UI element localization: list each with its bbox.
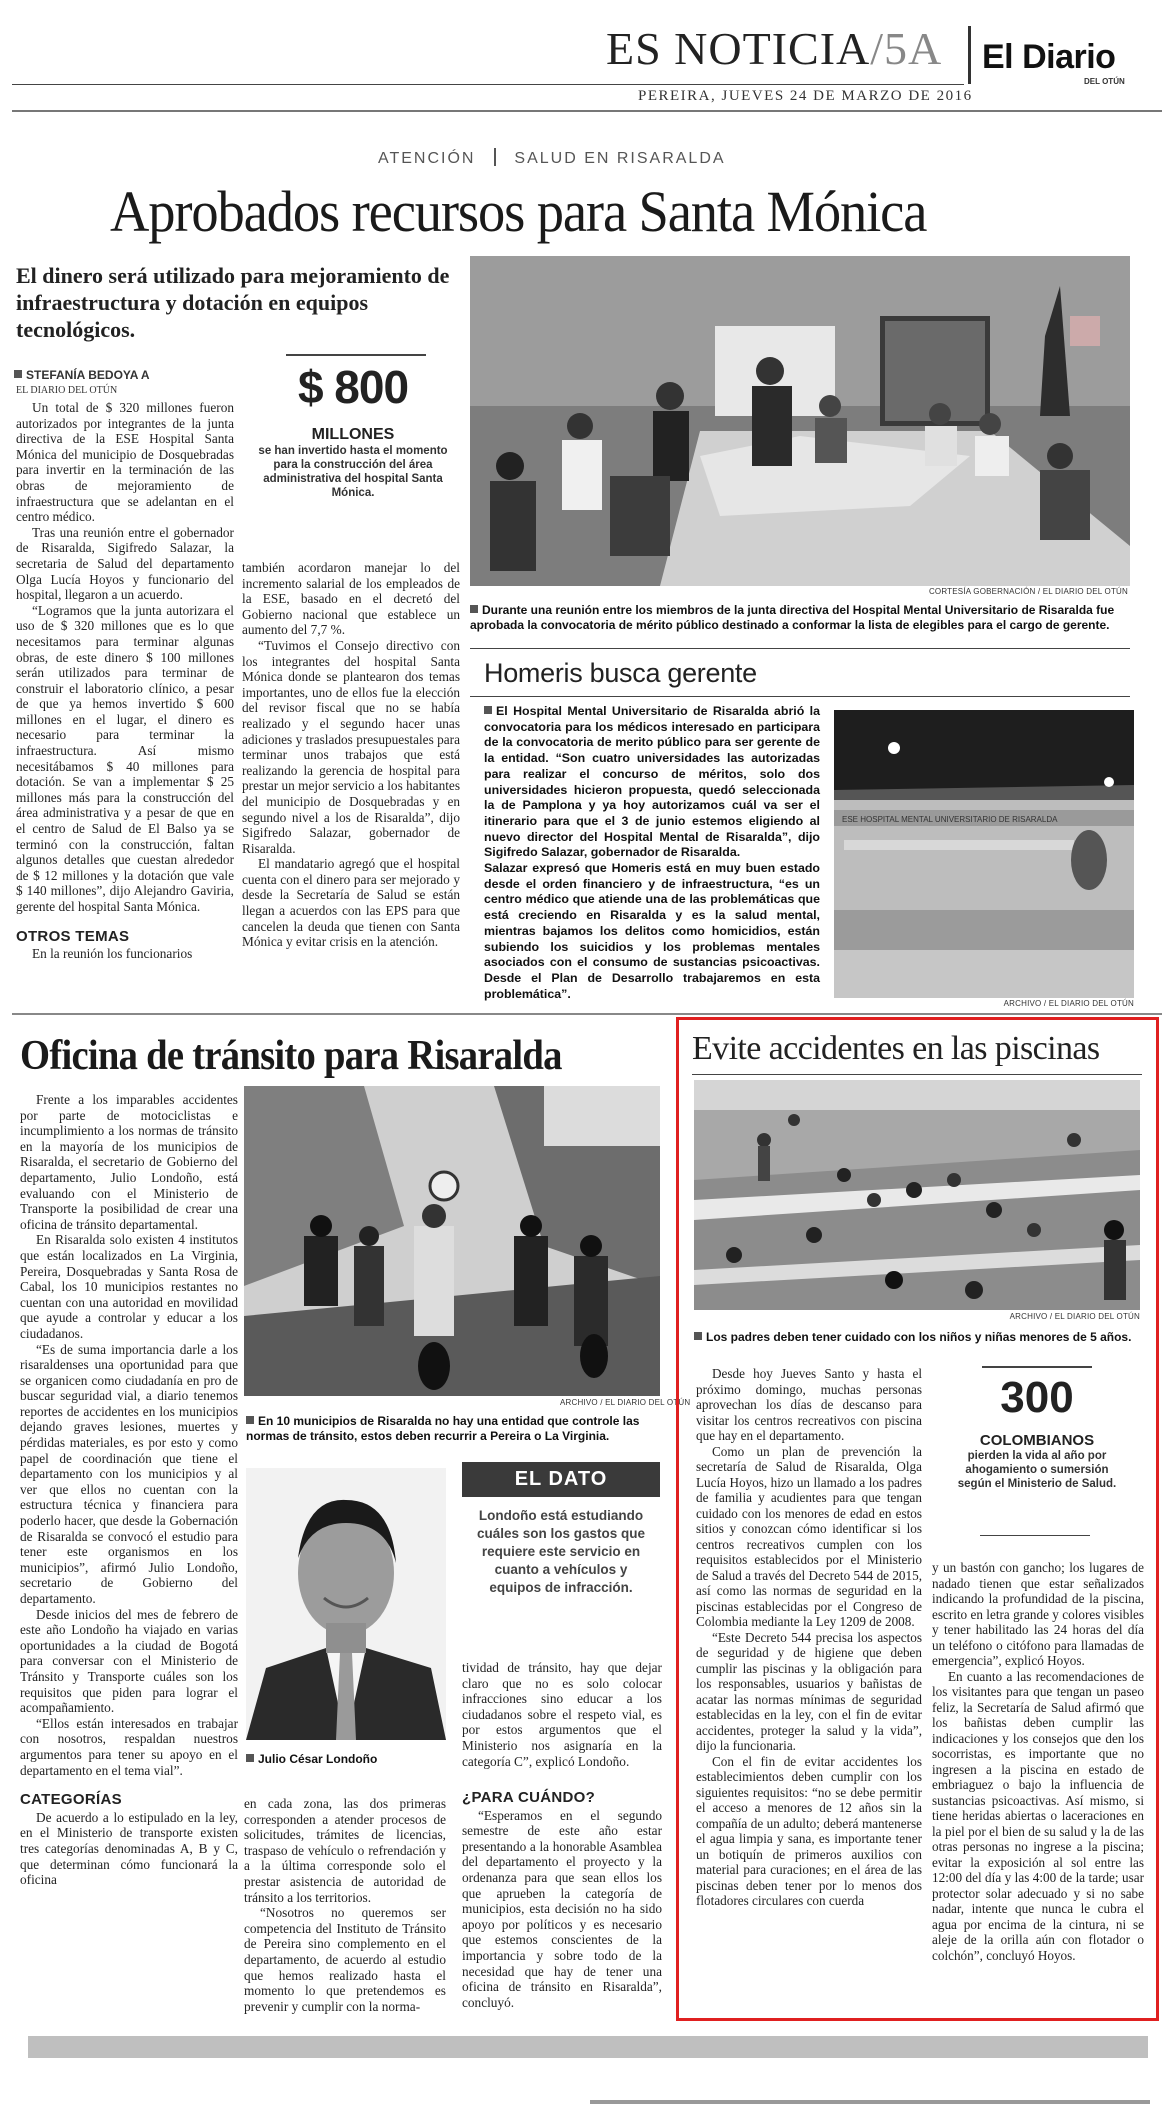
pool-photo: [694, 1080, 1140, 1310]
paragraph: “Logramos que la junta autorizara el uso de $ 320 millones que es lo que necesitamos para terminar algunas obras, de este dinero $ 100 millones serán utilizados para terminar de construir el laboratorio clínico, a pesar de que ya hemos invertido $ 600 millones en el lugar, el dinero es necesario para terminar la infraestructura. Así mismo necesitábamos $ 40 millones para dotación. Se van a implementar $ 25 millones más para la construcción del área administrativa y a pesar de que en el centro de Salud de El Balso ya se terminó con la construcción, faltan algunos detalles que cuestan alrededor de $ 12 millones y la dotación que vale $ 140 millones”, dijo Alejandro Gaviria, gerente del hospital Santa Mónica.: [16, 602, 234, 914]
paragraph: Un total de $ 320 millones fueron autorizados por integrantes de la junta directiva de la ESE Hospital Santa Mónica del municipio de Dosquebradas para invertir en la terminación de las obras de mejoramiento de infraestructura que se adelantan en el centro médico.: [16, 400, 234, 525]
el-dato-box: [462, 1462, 660, 1597]
story1-factbox: [248, 362, 458, 500]
kicker: [378, 148, 726, 168]
el-dato-title: EL DATO: [462, 1462, 660, 1497]
paragraph: Desde hoy Jueves Santo y hasta el próximo domingo, muchas personas aprovechan los días de descanso para visitar los centros recreativos con piscina que hay en el departamento.: [696, 1366, 922, 1443]
paragraph: Desde inicios del mes de febrero de este año Londoño ha viajado en varias oportunidades a la ciudad de Bogotá para conversar con el Ministerio de Tránsito y Transporte cuáles son los requisitos que piden para lograr el acompañamiento.: [20, 1606, 238, 1716]
story4-factbox: [932, 1366, 1142, 1491]
bullet-square: [694, 1332, 702, 1340]
header-divider: [968, 26, 971, 84]
meeting-photo-caption: [470, 603, 1130, 633]
paragraph: En la reunión los funcionarios: [32, 946, 193, 962]
story3-col3: [462, 1790, 662, 2010]
subheading-categorias: CATEGORÍAS: [20, 1791, 122, 1809]
paragraph: El mandatario agregó que el hospital cuenta con el dinero para ser mejorado y desde la Secretaría de Salud se están llegan a acuerdos con las EPS para que cancelen la deuda que tienen con Santa Mónica y evitar crisis en la atención.: [242, 856, 460, 950]
hospital-sign: ESE HOSPITAL MENTAL UNIVERSITARIO DE RISARALDA: [842, 815, 1058, 824]
story1-col1: [16, 400, 234, 962]
fact-number: 300: [1000, 1373, 1074, 1422]
story2-body: [484, 704, 820, 1002]
meeting-photo: [470, 256, 1130, 586]
portrait-art: [246, 1468, 446, 1740]
story1-deck: El dinero será utilizado para mejoramiento de infraestructura y dotación en equipos tecnológicos.: [16, 263, 450, 342]
story4-title-rule: [692, 1074, 1142, 1075]
story2-top-rule: [470, 648, 1130, 649]
portrait-photo: [246, 1468, 446, 1740]
story1-headline: Aprobados recursos para Santa Mónica: [110, 179, 927, 244]
header-rule-top: [12, 84, 964, 85]
story4-col2: [932, 1560, 1144, 1963]
kicker-right: SALUD EN RISARALDA: [514, 150, 726, 167]
fact-unit: COLOMBIANOS: [979, 1432, 1095, 1449]
story4-headline: Evite accidentes en las piscinas: [692, 1030, 1100, 1067]
fact-text: se han invertido hasta el momento para la construcción del área administrativa del hospital Santa Mónica.: [258, 445, 448, 499]
hospital-photo-art: [834, 710, 1134, 998]
page-number: /5A: [870, 23, 943, 74]
caption-text: Julio César Londoño: [258, 1752, 378, 1766]
caption-text: Los padres deben tener cuidado con los niños y niñas menores de 5 años.: [706, 1330, 1132, 1344]
paragraph: “Es de suma importancia darle a los risaraldenses una oportunidad para que se organicen como ciudadanía en pro de buscar seguridad vial, a diario tenemos reportes de accidentes en los municipios dejando graves lesiones, muertes y pérdidas materiales, es por esto y como papel de coordinación que tiene el departamento con los municipios y al ver que ellos no cuentan con la estructura técnica y financiera para poderlo hacer, que desde la Gobernación de Risaralda se convocó el estudio para tener este organismos en los municipios”, afirmó Julio Londoño, secretario de Gobierno del departamento.: [20, 1341, 238, 1606]
portrait-caption: [246, 1752, 377, 1767]
traffic-photo: [244, 1086, 660, 1396]
story1-col2: [242, 560, 460, 950]
paragraph: “Esperamos en el segundo semestre de este año estar presentando a la honorable Asamblea del departamento el proyecto y la ordenanza para que sean ellos los que aprueben la categoría de municipios, esta decisión no ha sido apoyo por políticos y es necesario que estemos conscientes de la importancia y sobre todo de la necesidad que hay de tener una oficina de tránsito en Risaralda”, concluyó.: [462, 1807, 662, 2010]
footer-band: [28, 2036, 1148, 2058]
bullet-square: [470, 605, 478, 613]
header-rule-bottom: [12, 110, 1162, 112]
byline: [14, 368, 150, 382]
pool-photo-caption: [694, 1330, 1140, 1345]
author-name: STEFANÍA BEDOYA A: [26, 368, 150, 382]
paragraph: “Nosotros no queremos ser competencia del Instituto de Tránsito de Pereira sino complemento en el departamento, de acuerdo al estudio que hemos realizado hasta el momento lo que pretendemos es prevenir y cumplir con la norma-: [244, 1905, 446, 2014]
story3-col2: [244, 1796, 446, 2014]
bullet-square: [484, 706, 492, 714]
fact-unit: MILLONES: [311, 426, 395, 443]
paragraph: En Risaralda solo existen 4 institutos que están localizados en La Virginia, Pereira, Dosquebradas y Santa Rosa de Cabal, los 10 municipios restantes no cuentan con una autoridad en movilidad que ayude a controlar y educar a los ciudadanos.: [20, 1232, 238, 1341]
factbox-rule: [982, 1366, 1092, 1368]
pool-photo-art: [694, 1080, 1140, 1310]
pool-photo-credit: ARCHIVO / EL DIARIO DEL OTÚN: [1009, 1312, 1140, 1321]
paragraph: “Ellos están interesados en trabajar con nosotros, respaldan nuestros argumentos para tener su apoyo en el departamento en el tema vial”.: [20, 1715, 238, 1778]
hospital-photo-credit: ARCHIVO / EL DIARIO DEL OTÚN: [1003, 999, 1134, 1008]
paragraph: también acordaron manejar lo del incremento salarial de los empleados de la ESE, basado en el decretó del Gobierno nacional que establece un aumento del 7,7 %.: [242, 560, 460, 638]
story2-paragraph: Salazar expresó que Homeris está en muy buen estado desde el orden financiero y de infraestructura, “es un centro médico que atiende una de las problemáticas que está creciendo en Risaralda y es la salud mental, mientras bajamos los delitos como homicidios, están subiendo los suicidios y los problemas mentales asociados con el consumo de sustancias psicoactivas. Desde el Plan de Desarrollo trabajaremos en esta problemática”.: [484, 861, 820, 1001]
meeting-photo-credit: CORTESÍA GOBERNACIÓN / EL DIARIO DEL OTÚN: [928, 587, 1128, 596]
paragraph: Como un plan de prevención la secretaría de Salud de Risaralda, Olga Lucía Hoyos, hizo un llamado a los padres de familia y acudientes para que tengan cuidado con los menores de edad en estos sitios y conozcan cómo identificar si los centros recreativos cumplen con los requisitos establecidos por el Ministerio de Salud a través del Decreto 544 de 2015, así como las normas de seguridad en la piscinas establecidas por el Congreso de Colombia mediante la Ley 1209 de 2008.: [696, 1443, 922, 1629]
factbox-rule: [286, 354, 426, 356]
meeting-photo-art: [470, 256, 1130, 586]
section-divider: [12, 1013, 1162, 1015]
story4-col1: [696, 1366, 922, 1909]
paragraph: tividad de tránsito, hay que dejar claro que no es solo colocar infracciones sino educar a los ciudadanos sobre el respeto vial, es por estos argumentos que el Ministerio nos asignaría en la categoría C”, explicó Londoño.: [462, 1660, 662, 1769]
paragraph: “Tuvimos el Consejo directivo con los integrantes del hospital Santa Mónica donde se plantearon dos temas importantes, uno de ellos fue la elección del revisor fiscal que no se había realizado y el segundo hacer unas adiciones y traslados presupuestales para terminar unos trabajos que está realizando la gerencia de hospital para prestar un mejor servicio a los habitantes del municipio de Dosquebradas y en segundo nivel a los de Risaralda”, dijo Sigifredo Salazar, gobernador de Risaralda.: [242, 637, 460, 856]
paragraph: y un bastón con gancho; los lugares de nadado tienen que estar señalizados indicando la profundidad de la piscina, escrito en letra grande y colores visibles y tener habilitado las 24 horas del día un teléfono o citófono para llamadas de emergencia”, explicó Hoyos.: [932, 1560, 1144, 1668]
fact-number: $ 800: [297, 361, 409, 413]
story3-col1: [20, 1092, 238, 1888]
caption-text: Durante una reunión entre los miembros de la junta directiva del Hospital Mental Universitario de Risaralda fue aprobada la convocatoria de mérito público destinado a conformar la lista de elegibles para el cargo de gerente.: [470, 603, 1115, 632]
footer-edge: [590, 2100, 1150, 2104]
story2-title-rule: [470, 696, 1130, 697]
hospital-photo: [834, 710, 1134, 998]
caption-text: En 10 municipios de Risaralda no hay una entidad que controle las normas de tránsito, estos deben recurrir a Pereira o La Virginia.: [246, 1414, 640, 1443]
traffic-photo-credit: ARCHIVO / EL DIARIO DEL OTÚN: [560, 1398, 691, 1407]
traffic-photo-caption: [246, 1414, 660, 1444]
bullet-square: [246, 1416, 254, 1424]
traffic-photo-art: [244, 1086, 660, 1396]
bullet-square: [14, 370, 22, 378]
byline-outlet: EL DIARIO DEL OTÚN: [16, 385, 118, 396]
section-title: [606, 22, 942, 75]
paragraph: De acuerdo a lo estipulado en la ley, en el Ministerio de transporte existen tres categorías denominadas A, B y C, que determinan cómo funcionará la oficina: [20, 1809, 238, 1888]
paragraph: Con el fin de evitar accidentes los establecimientos deben cumplir con los siguientes requisitos: “no se debe permitir el acceso a menores de 12 años sin la compañía de un adulto; deberá mantenerse el agua limpia y sana, es importante tener un botiquín de primeros auxilios con material para curaciones; en el área de las piscinas deben tener por lo menos dos flotadores circulares con cuerda: [696, 1753, 922, 1908]
story3-col3-top: [462, 1660, 662, 1769]
subheading-para-cuando: ¿PARA CUÁNDO?: [462, 1789, 596, 1806]
brand-logo: El Diario: [982, 38, 1116, 76]
story2-paragraph: El Hospital Mental Universitario de Risaralda abrió la convocatoria para los médicos interesado en participara de la convocatoria de merito público para ser gerente de la entidad. “Son cuatro universidades las autorizadas para realizar el concurso de méritos, solo dos universidades hicieron propuesta, quedó seleccionada la de Pamplona y ya hoy autorizamos cuál va ser el itinerario para que el 3 de junio estemos eligiendo al nuevo director del Hospital Mental de Risaralda”, dijo Sigifredo Salazar, gobernador de Risaralda.: [484, 704, 820, 860]
story3-headline: Oficina de tránsito para Risaralda: [20, 1033, 562, 1079]
bullet-square: [246, 1754, 254, 1762]
kicker-left: ATENCIÓN: [378, 150, 476, 167]
fact-text: pierden la vida al año por ahogamiento o sumersión según el Ministerio de Salud.: [957, 1450, 1117, 1490]
masthead: [0, 0, 1172, 118]
issue-date: PEREIRA, JUEVES 24 DE MARZO DE 2016: [638, 88, 973, 104]
el-dato-text: Londoño está estudiando cuáles son los gastos que requiere este servicio en cuanto a vehículos y equipos de infracción.: [476, 1508, 646, 1595]
paragraph: “Este Decreto 544 precisa los aspectos de seguridad y de higiene que deben cumplir las piscinas y la obligación para los responsables, usuarios y bañistas de acatar las normas mínimas de seguridad establecidas en la ley, con el fin de evitar accidentes, proteger la salud y la vida”, dijo la funcionaria.: [696, 1629, 922, 1753]
paragraph: Tras una reunión entre el gobernador de Risaralda, Sigifredo Salazar, la secretaria de Salud del departamento Olga Lucía Hoyos y funcionario del hospital, llegaron a un acuerdo.: [16, 524, 234, 603]
story4-factbox-bottom-rule: [980, 1535, 1090, 1536]
subheading-otros-temas: OTROS TEMAS: [16, 927, 130, 945]
paragraph: en cada zona, las dos primeras corresponden a atender procesos de solicitudes, trámites de licencias, traspaso de vehículo o refrendación y a la última corresponde solo el prestar asistencia de autoridad de tránsito a los territorios.: [244, 1796, 446, 1905]
paragraph: Frente a los imparables accidentes por parte de motociclistas e incumplimiento a los normas de tránsito en la mayoría de los municipios de Risaralda, el secretario de Gobierno del departamento, Julio Londoño, está evaluando con el Ministerio de Transporte la posibilidad de crear una oficina de tránsito departamental.: [20, 1092, 238, 1232]
section-name: ES NOTICIA: [606, 23, 871, 74]
kicker-sep: [494, 148, 496, 166]
paragraph: En cuanto a las recomendaciones de los visitantes para que tengan un paseo feliz, la Secretaría de Salud afirmó que los bañistas deben cumplir las indicaciones y los consejos que den los socorristas, es importante que no ingresen a la piscina en estado de embriaguez o bajo la influencia de sustancias psicoactivas. Así mismo, si tiene heridas abiertas o laceraciones en la piel por el bien de su salud y la de las otras personas no ingrese a la piscina; evitar la exposición al sol entre las 12:00 del día y las 4:00 de la tarde; usar protector solar adecuado y si no sabe nadar, intente que nunca le cubra el agua por encima de la cintura, ni se aleje de la orilla aún con flotador o colchón”, concluyó Hoyos.: [932, 1668, 1144, 1963]
brand-sub: DEL OTÚN: [1084, 77, 1125, 86]
story2-headline: Homeris busca gerente: [484, 658, 757, 688]
